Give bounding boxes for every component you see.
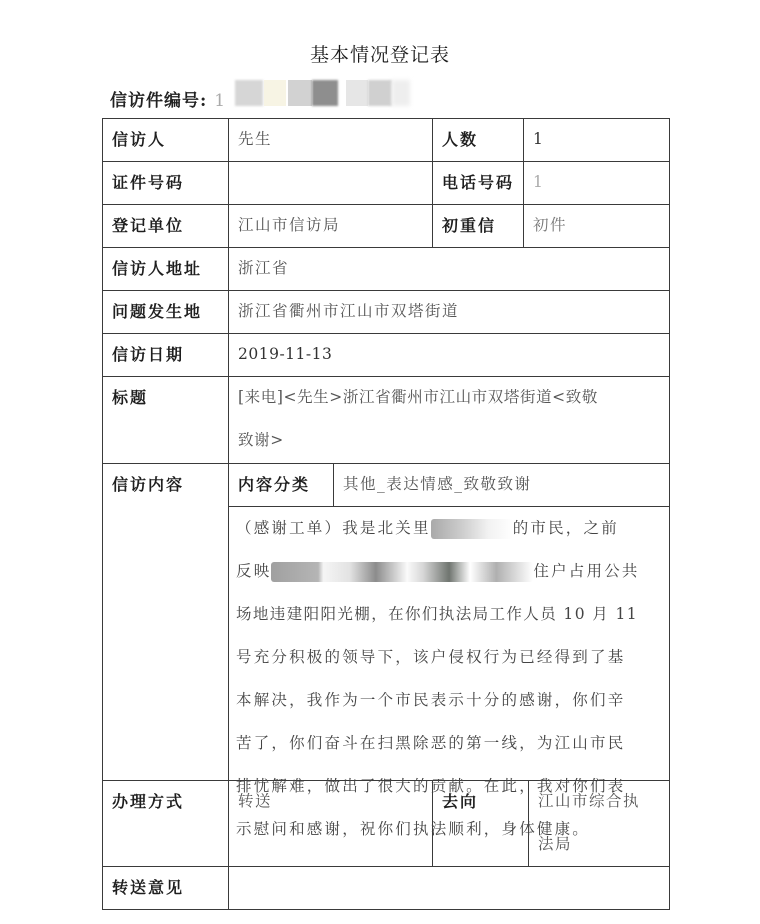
destination-label: 去向	[442, 792, 479, 811]
content-category-value: 其他_表达情感_致敬致谢	[343, 475, 532, 493]
redaction-mask	[346, 80, 368, 106]
page-title: 基本情况登记表	[309, 44, 450, 66]
content-line: 场地违建阳阳光棚，在你们执法局工作人员 10 月 11	[236, 605, 639, 623]
content-line: 本解决，我作为一个市民表示十分的感谢，你们辛	[236, 691, 626, 709]
redaction-mask	[264, 80, 286, 106]
first-or-repeat-label: 初重信	[442, 216, 497, 235]
people-count-value: 1	[533, 130, 545, 148]
table-border	[669, 118, 670, 910]
subject-value	[229, 376, 669, 462]
redaction-mask	[288, 80, 312, 106]
content-line: 苦了，你们奋斗在扫黑除恶的第一线，为江山市民	[236, 734, 626, 752]
content-text: （感谢工单）我是北关里	[236, 519, 431, 537]
content-line: 示慰问和感谢，祝你们执法顺利，身体健康。	[236, 820, 591, 838]
redaction-mask	[392, 80, 410, 106]
phone-value: 1	[533, 173, 545, 191]
content-label: 信访内容	[112, 475, 185, 494]
subject-line-2: 致谢>	[238, 431, 284, 449]
redaction-mask	[368, 80, 392, 106]
issue-location-label: 问题发生地	[112, 302, 203, 321]
content-text: 反映	[236, 562, 272, 580]
redaction-mask	[271, 562, 533, 582]
petitioner-address-value: 浙江省	[238, 259, 290, 277]
phone-label: 电话号码	[442, 173, 515, 192]
petitioner-value: 先生	[238, 130, 273, 148]
case-number-label: 信访件编号:	[110, 91, 208, 111]
content-text: 的市民，之前	[512, 519, 619, 537]
petitioner-address-label: 信访人地址	[112, 259, 203, 278]
subject-label: 标题	[112, 388, 149, 407]
first-or-repeat-value: 初件	[533, 216, 568, 234]
content-line: 排忧解难，做出了很大的贡献。在此，我对你们表	[236, 777, 626, 795]
destination-line-1: 江山市综合执	[538, 792, 641, 810]
content-text: 住户占用公共	[533, 562, 640, 580]
table-border	[102, 909, 670, 910]
redaction-mask	[312, 80, 338, 106]
case-number-value: 1	[214, 91, 227, 111]
content-category-label: 内容分类	[238, 475, 311, 494]
handling-method-value: 转送	[238, 792, 273, 810]
destination-line-2: 法局	[538, 835, 573, 853]
registration-unit-label: 登记单位	[112, 216, 185, 235]
petitioner-label: 信访人	[112, 130, 167, 149]
handling-method-label: 办理方式	[112, 792, 185, 811]
content-line	[236, 507, 662, 550]
id-number-label: 证件号码	[112, 173, 185, 192]
destination-value	[529, 780, 669, 866]
people-count-label: 人数	[442, 130, 479, 149]
subject-line-1: [来电]<先生>浙江省衢州市江山市双塔街道<致敬	[238, 388, 598, 406]
case-number	[110, 86, 226, 111]
registration-unit-value: 江山市信访局	[238, 216, 341, 234]
forwarding-opinion-label: 转送意见	[112, 878, 185, 897]
petition-date-value: 2019-11-13	[238, 345, 333, 363]
petition-date-label: 信访日期	[112, 345, 185, 364]
content-line: 号充分积极的领导下，该户侵权行为已经得到了基	[236, 648, 626, 666]
redaction-mask	[431, 519, 513, 539]
redaction-mask	[235, 80, 263, 106]
issue-location-value: 浙江省衢州市江山市双塔街道	[238, 302, 460, 320]
content-line	[236, 550, 662, 593]
